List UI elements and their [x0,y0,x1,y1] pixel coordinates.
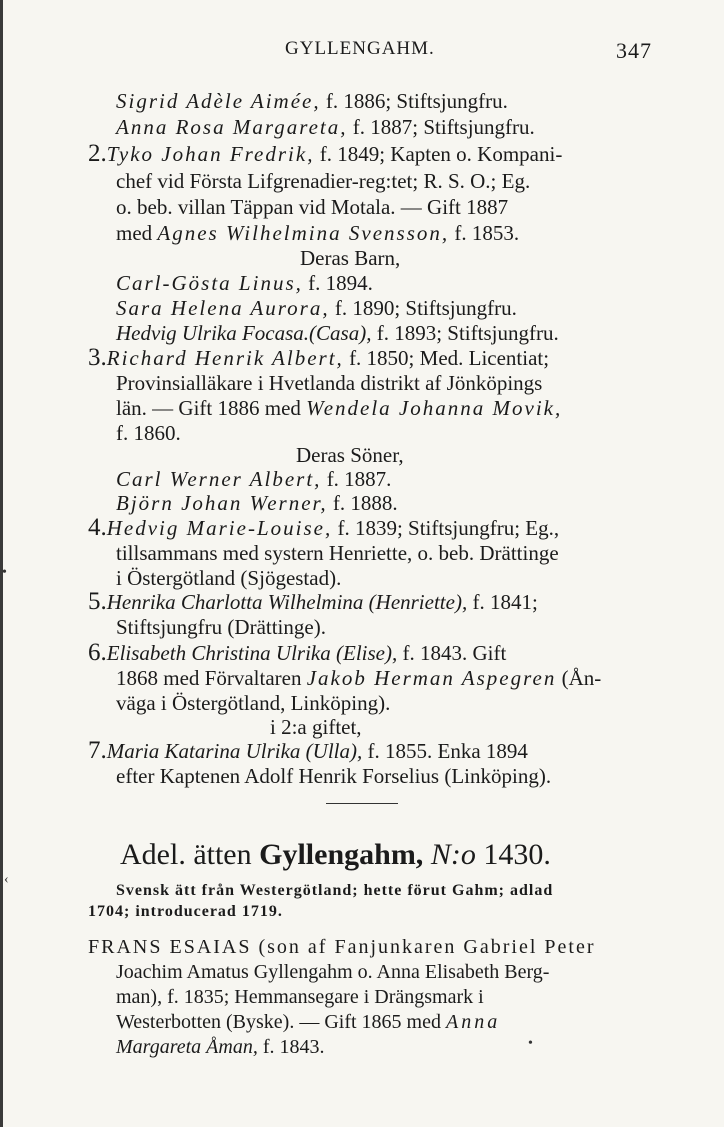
entry-line: Westerbotten (Byske). — Gift 1865 med Anna [116,1011,501,1033]
page-number: 347 [616,38,652,63]
entry-line: Anna Rosa Margareta, f. 1887; Stiftsjungfru. [116,115,535,139]
margin-mark: • [2,565,7,580]
entry-line: efter Kaptenen Adolf Henrik Forselius (Linköping). [116,764,552,788]
entry-line: Margareta Åman, f. 1843. [116,1036,325,1058]
entry-line: Stiftsjungfru (Drättinge). [116,615,326,639]
entry-line: Hedvig Ulrika Focasa.(Casa), f. 1893; Stiftsjungfru. [116,321,559,345]
entry-line: län. — Gift 1886 med Wendela Johanna Movik, [116,396,563,420]
entry-line: 1868 med Förvaltaren Jakob Herman Aspegren (Ån- [116,666,602,690]
entry-line: Deras Söner, [296,443,404,467]
entry-line: 6.Elisabeth Christina Ulrika (Elise), f. 1843. Gift [88,639,507,666]
entry-line: 3.Richard Henrik Albert, f. 1850; Med. Licentiat; [88,344,550,371]
entry-line: med Agnes Wilhelmina Svensson, f. 1853. [116,221,520,245]
entry-line: man), f. 1835; Hemmansegare i Drängsmark i [116,986,484,1008]
entry-line: o. beb. villan Täppan vid Motala. — Gift 1887 [116,195,509,219]
entry-line: 4.Hedvig Marie-Louise, f. 1839; Stiftsjungfru; Eg., [88,514,560,541]
margin-mark: • [528,1036,533,1051]
entry-line: Sigrid Adèle Aimée, f. 1886; Stiftsjungfru. [116,89,508,113]
entry-line: 7.Maria Katarina Ulrika (Ulla), f. 1855. Enka 1894 [88,737,528,764]
intro-line: 1704; introducerad 1719. [88,903,283,920]
entry-line: Provinsialläkare i Hvetlanda distrikt af Jönköpings [116,371,543,395]
page-edge [0,0,3,1127]
entry-line: Carl Werner Albert, f. 1887. [116,467,392,491]
entry-line: FRANS ESAIAS (son af Fanjunkaren Gabriel Peter [88,936,596,958]
entry-line: 5.Henrika Charlotta Wilhelmina (Henriette), f. 1841; [88,588,538,615]
entry-line: f. 1860. [116,421,181,445]
entry-line: Joachim Amatus Gyllengahm o. Anna Elisabeth Berg- [116,961,550,983]
entry-line: i Östergötland (Sjögestad). [116,566,342,590]
entry-line: Björn Johan Werner, f. 1888. [116,491,398,515]
entry-line: 2.Tyko Johan Fredrik, f. 1849; Kapten o. Kompani- [88,140,563,167]
entry-line: väga i Östergötland, Linköping). [116,691,391,715]
section-divider [326,803,398,804]
entry-line: chef vid Första Lifgrenadier-reg:tet; R. S. O.; Eg. [116,169,531,193]
running-title: GYLLENGAHM. [285,38,435,59]
entry-line: tillsammans med systern Henriette, o. beb. Drättinge [116,541,559,565]
margin-mark: ‹ [4,872,9,887]
entry-line: Sara Helena Aurora, f. 1890; Stiftsjungfru. [116,296,517,320]
entry-line: Deras Barn, [300,246,401,270]
intro-line: Svensk ätt från Westergötland; hette förut Gahm; adlad [116,882,554,899]
entry-line: i 2:a giftet, [270,715,362,739]
entry-line: Carl-Gösta Linus, f. 1894. [116,271,373,295]
section-title: Adel. ätten Gyllengahm, N:o 1430. [120,838,551,871]
